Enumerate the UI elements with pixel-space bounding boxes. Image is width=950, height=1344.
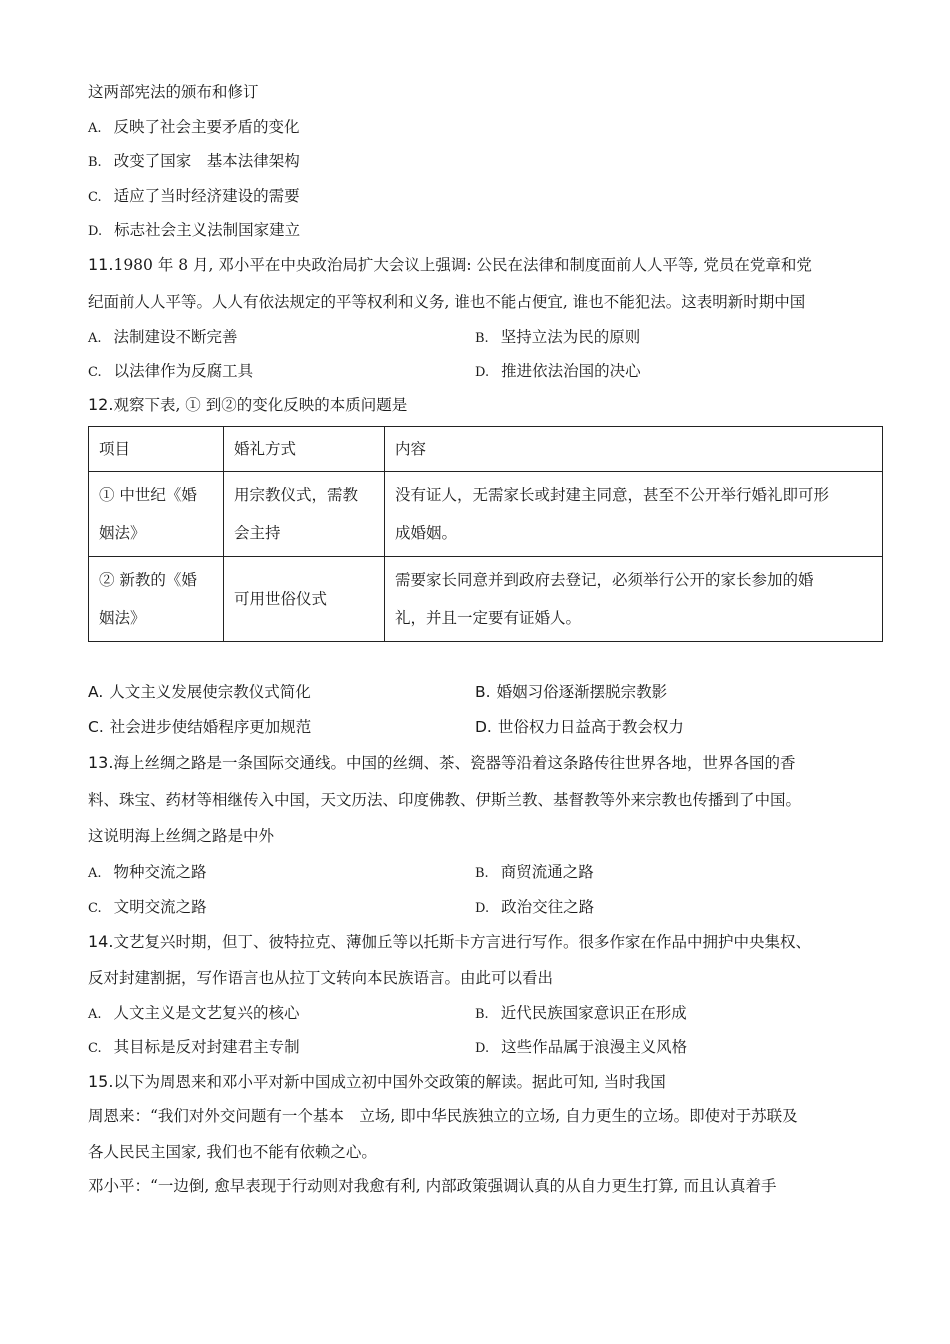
q15-zhou-line2: 各人民民主国家, 我们也不能有依赖之心。: [88, 1143, 377, 1161]
option-label: C.: [88, 365, 102, 380]
q15-deng-line1: 邓小平：“一边倒, 愈早表现于行动则对我愈有利, 内部政策强调认真的从自力更生打算, 而且认真着手: [88, 1177, 777, 1195]
q13-stem-line3: 这说明海上丝绸之路是中外: [88, 827, 275, 845]
cell-line: 可用世俗仪式: [234, 590, 328, 608]
q11-stem-line2: 纪面前人人平等。人人有依法规定的平等权利和义务, 谁也不能占便宜, 谁也不能犯法。这表明新时期中国: [88, 293, 806, 311]
option-text: 人文主义发展使宗教仪式简化: [109, 683, 311, 701]
stem-text: 以下为周恩来和邓小平对新中国成立初中国外交政策的解读。据此可知, 当时我国: [113, 1073, 666, 1091]
table-row: [89, 472, 883, 557]
stem-text: 1980 年 8 月, 邓小平在中央政治局扩大会议上强调: 公民在法律和制度面前人人平等, 党员在党章和党: [113, 256, 812, 274]
cell-way: [224, 557, 385, 642]
cell-content: [385, 472, 883, 557]
cell-content: [385, 557, 883, 642]
q12-option-d[interactable]: [475, 717, 684, 737]
option-text: 物种交流之路: [113, 863, 207, 881]
option-text: 世俗权力日益高于教会权力: [497, 718, 684, 736]
q11-option-d[interactable]: [475, 361, 641, 383]
option-text: 商贸流通之路: [500, 863, 594, 881]
option-text: 婚姻习俗逐渐摆脱宗教影: [496, 683, 668, 701]
q10-option-c[interactable]: [88, 186, 300, 208]
q15-stem: [88, 1072, 666, 1092]
option-label: B.: [475, 683, 491, 701]
option-label: B.: [475, 331, 489, 346]
q10-option-d[interactable]: [88, 220, 300, 242]
cell-line: ① 中世纪《婚: [99, 486, 197, 504]
stem-text: 文艺复兴时期，但丁、彼特拉克、薄伽丘等以托斯卡方言进行写作。很多作家在作品中拥护中央集权、: [113, 933, 811, 951]
cell-line: 成婚姻。: [395, 524, 458, 542]
q13-stem-line2: 料、珠宝、药材等相继传入中国，天文历法、印度佛教、伊斯兰教、基督教等外来宗教也传播到了中国。: [88, 791, 802, 809]
option-label: C.: [88, 718, 104, 736]
question-number: 11.: [88, 255, 114, 274]
cell-line: 礼，并且一定要有证婚人。: [395, 609, 582, 627]
q14-option-a[interactable]: [88, 1003, 300, 1025]
cell-line: 需要家长同意并到政府去登记，必须举行公开的家长参加的婚: [395, 571, 814, 589]
header-content: 内容: [385, 427, 883, 472]
q14-option-c[interactable]: [88, 1037, 300, 1059]
option-label: A.: [88, 121, 102, 136]
q11-option-b[interactable]: [475, 327, 640, 349]
cell-line: 姻法》: [99, 609, 146, 627]
q12-table: [88, 426, 883, 642]
q10-stem-tail: 这两部宪法的颁布和修订: [88, 83, 259, 101]
q15-zhou-line1: 周恩来：“我们对外交问题有一个基本 立场, 即中华民族独立的立场, 自力更生的立场。即使对于苏联及: [88, 1107, 798, 1125]
q12-stem: [88, 395, 407, 415]
option-text: 以法律作为反腐工具: [113, 362, 254, 380]
option-text: 标志社会主义法制国家建立: [114, 221, 301, 239]
option-label: B.: [88, 155, 102, 170]
option-text: 社会进步使结婚程序更加规范: [109, 718, 312, 736]
cell-item: [89, 472, 224, 557]
option-label: C.: [88, 901, 102, 916]
cell-item: [89, 557, 224, 642]
option-text: 改变了国家 基本法律架构: [113, 152, 300, 170]
q14-stem-line1: [88, 932, 811, 952]
option-label: C.: [88, 190, 102, 205]
q13-option-c[interactable]: [88, 897, 207, 919]
q12-option-b[interactable]: [475, 682, 667, 702]
option-text: 人文主义是文艺复兴的核心: [113, 1004, 300, 1022]
q10-option-b[interactable]: [88, 151, 300, 173]
option-label: D.: [88, 224, 103, 239]
option-label: D.: [475, 901, 490, 916]
option-label: A.: [88, 683, 104, 701]
cell-line: 用宗教仪式，需教: [234, 486, 359, 504]
option-label: C.: [88, 1041, 102, 1056]
option-text: 文明交流之路: [113, 898, 207, 916]
q12-option-a[interactable]: [88, 682, 311, 702]
stem-text: 海上丝绸之路是一条国际交通线。中国的丝绸、茶、瓷器等沿着这条路传往世界各地，世界各国的香: [113, 754, 796, 772]
option-text: 坚持立法为民的原则: [500, 328, 641, 346]
option-text: 政治交往之路: [501, 898, 595, 916]
option-text: 反映了社会主要矛盾的变化: [113, 118, 300, 136]
cell-way: [224, 472, 385, 557]
option-text: 这些作品属于浪漫主义风格: [501, 1038, 688, 1056]
cell-line: ② 新教的《婚: [99, 571, 197, 589]
option-label: A.: [88, 331, 102, 346]
option-label: B.: [475, 1007, 489, 1022]
question-number: 14.: [88, 932, 114, 951]
cell-line: 没有证人，无需家长或封建主同意，甚至不公开举行婚礼即可形: [395, 486, 830, 504]
option-text: 适应了当时经济建设的需要: [113, 187, 300, 205]
q13-option-d[interactable]: [475, 897, 594, 919]
table-row: [89, 557, 883, 642]
option-text: 推进依法治国的决心: [501, 362, 641, 380]
question-number: 13.: [88, 753, 114, 772]
option-text: 其目标是反对封建君主专制: [113, 1038, 300, 1056]
q11-option-c[interactable]: [88, 361, 253, 383]
cell-line: 姻法》: [99, 524, 146, 542]
q13-option-b[interactable]: [475, 862, 594, 884]
stem-text: 观察下表, ① 到②的变化反映的本质问题是: [113, 396, 408, 414]
option-label: D.: [475, 718, 492, 736]
header-way: 婚礼方式: [224, 427, 385, 472]
q14-option-b[interactable]: [475, 1003, 687, 1025]
cell-line: 会主持: [234, 524, 281, 542]
option-label: B.: [475, 866, 489, 881]
q13-option-a[interactable]: [88, 862, 207, 884]
question-number: 15.: [88, 1072, 114, 1091]
option-text: 法制建设不断完善: [113, 328, 238, 346]
option-label: A.: [88, 1007, 102, 1022]
q14-option-d[interactable]: [475, 1037, 687, 1059]
q13-stem-line1: [88, 753, 795, 773]
option-text: 近代民族国家意识正在形成: [500, 1004, 687, 1022]
q12-option-c[interactable]: [88, 717, 311, 737]
q11-stem-line1: [88, 255, 812, 275]
q11-option-a[interactable]: [88, 327, 238, 349]
q14-stem-line2: 反对封建割据，写作语言也从拉丁文转向本民族语言。由此可以看出: [88, 969, 554, 987]
option-label: D.: [475, 1041, 490, 1056]
option-label: D.: [475, 365, 490, 380]
table-header-row: [89, 427, 883, 472]
question-number: 12.: [88, 395, 114, 414]
q10-option-a[interactable]: [88, 117, 300, 139]
option-label: A.: [88, 866, 102, 881]
header-item: 项目: [89, 427, 224, 472]
